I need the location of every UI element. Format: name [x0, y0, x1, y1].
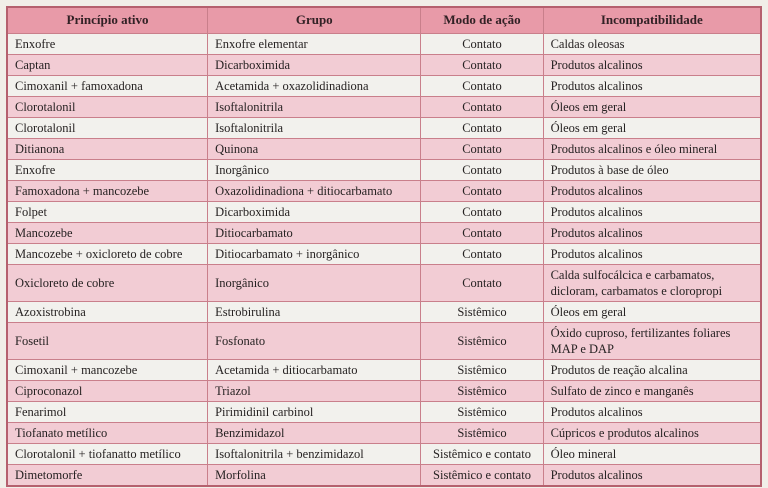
cell-grupo: Isoftalonitrila + benzimidazol — [208, 443, 421, 464]
column-header-incompatibilidade: Incompatibilidade — [543, 7, 761, 33]
cell-grupo: Ditiocarbamato + inorgânico — [208, 243, 421, 264]
table-row — [7, 401, 761, 422]
cell-grupo: Dicarboximida — [208, 54, 421, 75]
cell-modo-de-acao: Contato — [421, 75, 543, 96]
cell-principio-ativo: Enxofre — [7, 33, 208, 54]
cell-incompatibilidade: Produtos alcalinos — [543, 54, 761, 75]
table-row — [7, 201, 761, 222]
cell-incompatibilidade: Óleos em geral — [543, 301, 761, 322]
table-body — [7, 33, 761, 486]
cell-modo-de-acao: Sistêmico e contato — [421, 443, 543, 464]
table-row — [7, 117, 761, 138]
table-header — [7, 7, 761, 33]
cell-grupo: Benzimidazol — [208, 422, 421, 443]
cell-principio-ativo: Enxofre — [7, 159, 208, 180]
table-row — [7, 422, 761, 443]
cell-incompatibilidade: Produtos alcalinos — [543, 180, 761, 201]
cell-grupo: Pirimidinil carbinol — [208, 401, 421, 422]
cell-principio-ativo: Clorotalonil + tiofanatto metílico — [7, 443, 208, 464]
cell-modo-de-acao: Sistêmico — [421, 301, 543, 322]
cell-principio-ativo: Cimoxanil + mancozebe — [7, 359, 208, 380]
cell-modo-de-acao: Sistêmico — [421, 322, 543, 359]
cell-grupo: Quinona — [208, 138, 421, 159]
cell-incompatibilidade: Produtos alcalinos — [543, 401, 761, 422]
table-row — [7, 33, 761, 54]
cell-principio-ativo: Clorotalonil — [7, 96, 208, 117]
cell-grupo: Morfolina — [208, 464, 421, 486]
cell-principio-ativo: Fosetil — [7, 322, 208, 359]
cell-incompatibilidade: Produtos alcalinos — [543, 222, 761, 243]
table-row — [7, 222, 761, 243]
cell-grupo: Fosfonato — [208, 322, 421, 359]
cell-grupo: Isoftalonitrila — [208, 96, 421, 117]
cell-principio-ativo: Mancozebe — [7, 222, 208, 243]
cell-grupo: Inorgânico — [208, 264, 421, 301]
cell-modo-de-acao: Sistêmico — [421, 359, 543, 380]
cell-principio-ativo: Ditianona — [7, 138, 208, 159]
header-row — [7, 7, 761, 33]
cell-grupo: Acetamida + ditiocarbamato — [208, 359, 421, 380]
cell-grupo: Ditiocarbamato — [208, 222, 421, 243]
cell-principio-ativo: Fenarimol — [7, 401, 208, 422]
column-header-modo-de-acao: Modo de ação — [421, 7, 543, 33]
cell-principio-ativo: Famoxadona + mancozebe — [7, 180, 208, 201]
cell-grupo: Isoftalonitrila — [208, 117, 421, 138]
cell-modo-de-acao: Contato — [421, 96, 543, 117]
fungicide-compatibility-table — [6, 6, 762, 487]
cell-principio-ativo: Clorotalonil — [7, 117, 208, 138]
table-row — [7, 264, 761, 301]
cell-incompatibilidade: Cúpricos e produtos alcalinos — [543, 422, 761, 443]
cell-modo-de-acao: Sistêmico e contato — [421, 464, 543, 486]
cell-principio-ativo: Azoxistrobina — [7, 301, 208, 322]
cell-incompatibilidade: Produtos alcalinos — [543, 201, 761, 222]
cell-grupo: Acetamida + oxazolidinadiona — [208, 75, 421, 96]
cell-grupo: Triazol — [208, 380, 421, 401]
cell-principio-ativo: Folpet — [7, 201, 208, 222]
cell-modo-de-acao: Contato — [421, 159, 543, 180]
cell-incompatibilidade: Óleo mineral — [543, 443, 761, 464]
cell-modo-de-acao: Contato — [421, 264, 543, 301]
cell-modo-de-acao: Contato — [421, 180, 543, 201]
table-row — [7, 75, 761, 96]
table-row — [7, 359, 761, 380]
cell-modo-de-acao: Contato — [421, 33, 543, 54]
cell-modo-de-acao: Contato — [421, 222, 543, 243]
cell-incompatibilidade: Caldas oleosas — [543, 33, 761, 54]
table-row — [7, 322, 761, 359]
cell-incompatibilidade: Calda sulfocálcica e carbamatos, dicloram, carbamatos e cloropropi — [543, 264, 761, 301]
cell-modo-de-acao: Sistêmico — [421, 380, 543, 401]
cell-grupo: Inorgânico — [208, 159, 421, 180]
cell-modo-de-acao: Contato — [421, 54, 543, 75]
table-row — [7, 96, 761, 117]
cell-incompatibilidade: Produtos à base de óleo — [543, 159, 761, 180]
table-row — [7, 243, 761, 264]
table-row — [7, 301, 761, 322]
column-header-principio-ativo: Princípio ativo — [7, 7, 208, 33]
cell-modo-de-acao: Contato — [421, 117, 543, 138]
table-row — [7, 159, 761, 180]
cell-modo-de-acao: Sistêmico — [421, 401, 543, 422]
cell-incompatibilidade: Produtos de reação alcalina — [543, 359, 761, 380]
table-row — [7, 54, 761, 75]
cell-principio-ativo: Mancozebe + oxicloreto de cobre — [7, 243, 208, 264]
cell-principio-ativo: Captan — [7, 54, 208, 75]
cell-principio-ativo: Tiofanato metílico — [7, 422, 208, 443]
cell-incompatibilidade: Sulfato de zinco e manganês — [543, 380, 761, 401]
cell-grupo: Enxofre elementar — [208, 33, 421, 54]
cell-grupo: Oxazolidinadiona + ditiocarbamato — [208, 180, 421, 201]
cell-incompatibilidade: Óxido cuproso, fertilizantes foliares MAP e DAP — [543, 322, 761, 359]
table-row — [7, 138, 761, 159]
cell-incompatibilidade: Produtos alcalinos — [543, 75, 761, 96]
cell-principio-ativo: Dimetomorfe — [7, 464, 208, 486]
cell-incompatibilidade: Produtos alcalinos — [543, 243, 761, 264]
table-row — [7, 443, 761, 464]
cell-principio-ativo: Ciproconazol — [7, 380, 208, 401]
cell-modo-de-acao: Contato — [421, 243, 543, 264]
table-row — [7, 464, 761, 486]
cell-incompatibilidade: Óleos em geral — [543, 117, 761, 138]
column-header-grupo: Grupo — [208, 7, 421, 33]
cell-incompatibilidade: Óleos em geral — [543, 96, 761, 117]
cell-modo-de-acao: Contato — [421, 201, 543, 222]
cell-incompatibilidade: Produtos alcalinos e óleo mineral — [543, 138, 761, 159]
cell-grupo: Estrobirulina — [208, 301, 421, 322]
cell-principio-ativo: Oxicloreto de cobre — [7, 264, 208, 301]
table-row — [7, 180, 761, 201]
cell-modo-de-acao: Contato — [421, 138, 543, 159]
cell-incompatibilidade: Produtos alcalinos — [543, 464, 761, 486]
table-row — [7, 380, 761, 401]
cell-principio-ativo: Cimoxanil + famoxadona — [7, 75, 208, 96]
cell-modo-de-acao: Sistêmico — [421, 422, 543, 443]
cell-grupo: Dicarboximida — [208, 201, 421, 222]
